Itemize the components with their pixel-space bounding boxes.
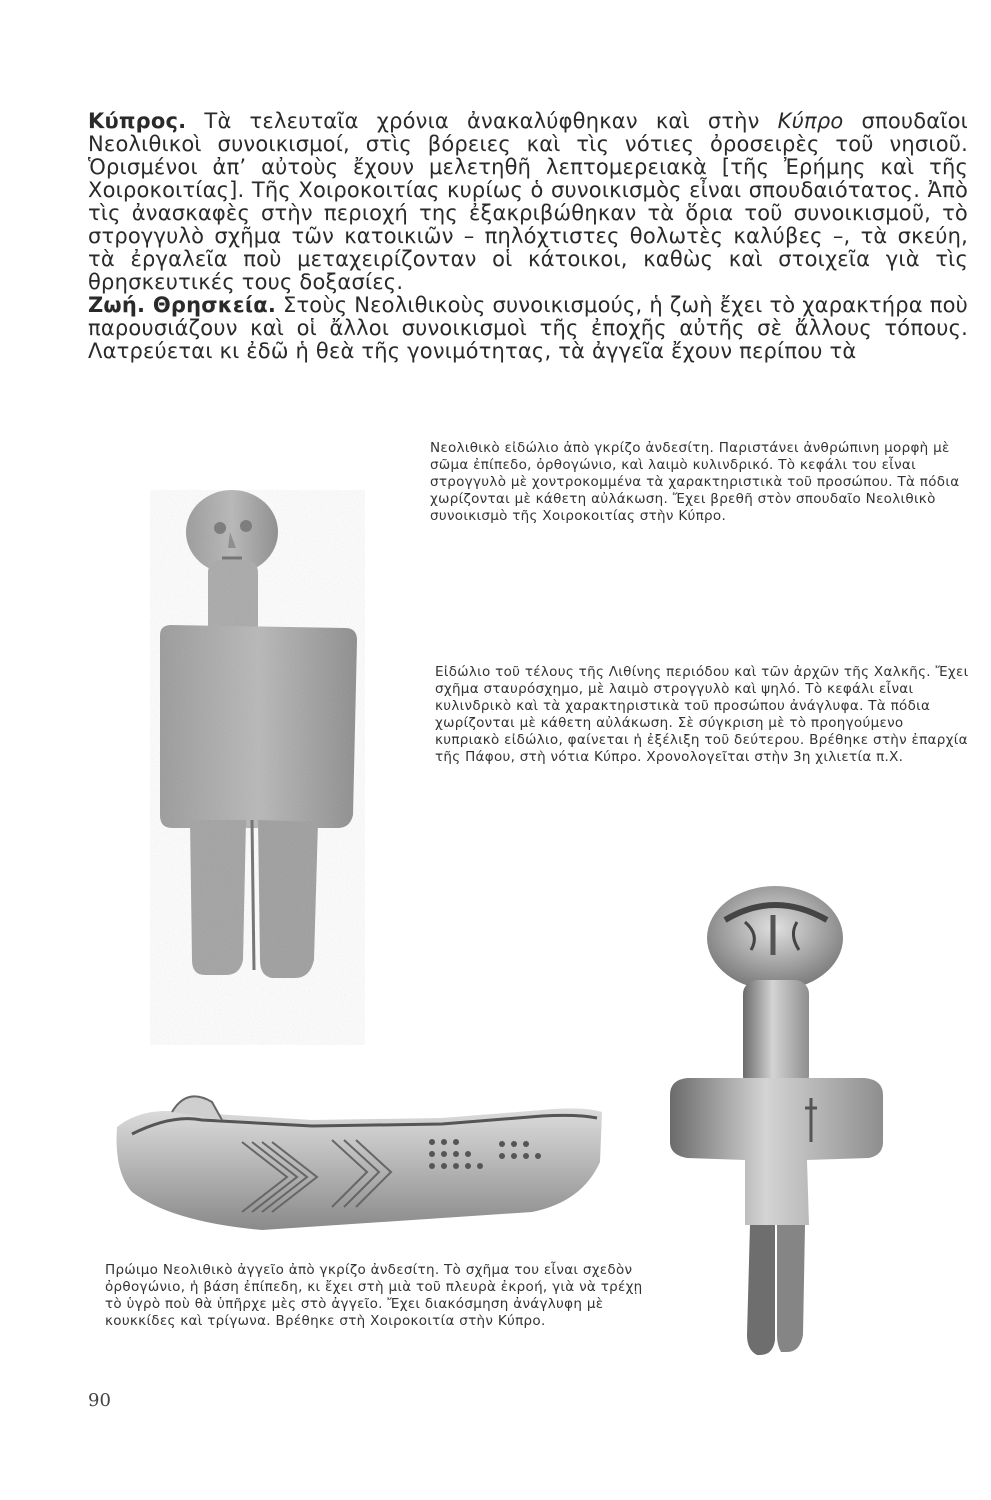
cruciform-figurine-body [670, 886, 883, 1355]
italic-term: Κύπρο [777, 109, 844, 133]
paragraph-text: Στοὺς Νεολιθικοὺς συνοικισμούς, ἡ ζωὴ ἔχει τὸ χαρακτήρα ποὺ παρουσιάζουν καὶ οἱ ἄλλοι συνοικισμοὶ τῆς ἐποχῆς αὐτῆς σὲ ἄλλους τόπους. Λατρεύεται κι ἐδῶ ἡ θεὰ τῆς γονιμότητας, τὰ ἀγγεῖα ἔχουν περίπου τὰ [88, 293, 968, 363]
paragraph-text: Τὰ τελευταῖα χρόνια ἀνακαλύφθηκαν καὶ στὴν [186, 109, 778, 133]
paragraph-cyprus [88, 110, 968, 294]
photo-gray-figurine [150, 490, 365, 1045]
run-in-heading-cyprus: Κύπρος. [88, 109, 187, 133]
page-number: 90 [88, 1390, 111, 1411]
photo-cruciform-figurine [665, 880, 890, 1370]
main-text [88, 110, 968, 363]
vessel-body [117, 1096, 602, 1230]
paragraph-text: σπουδαῖοι Νεολιθικοὶ συνοικισμοί, στὶς βόρειες καὶ τὶς νότιες ὀροσειρὲς τοῦ νησιοῦ. Ὁρισμένοι ἀπ’ αὐτοὺς ἔχουν μελετηθῆ λεπτομερειακὰ [τῆς Ἐρήμης καὶ τῆς Χοιροκοιτίας]. Τῆς Χοιροκοιτίας κυρίως ὁ συνοικισμὸς εἶναι σπουδαιότατος. Ἀπὸ τὶς ἀνασκαφὲς στὴν περιοχή της ἐξακριβώθηκαν τὰ ὅρια τοῦ συνοικισμοῦ, τὸ στρογγυλὸ σχῆμα τῶν κατοικιῶν – πηλόχτιστες θολωτὲς καλύβες –, τὰ σκεύη, τὰ ἐργαλεῖα ποὺ μεταχειρίζονταν οἱ κάτοικοι, καθὼς καὶ στοιχεῖα γιὰ τὶς θρησκευτικές τους δοξασίες. [88, 109, 968, 294]
run-in-heading-life-religion: Ζωή. Θρησκεία. [88, 293, 277, 317]
caption-cruciform-figurine: Εἰδώλιο τοῦ τέλους τῆς Λιθίνης περιόδου καὶ τῶν ἀρχῶν τῆς Χαλκῆς. Ἔχει σχῆμα σταυρόσχημο, μὲ λαιμὸ στρογγυλὸ καὶ ψηλό. Τὸ κεφάλι εἶναι κυλινδρικὸ καὶ τὰ χαρακτηριστικὰ τοῦ προσώπου ἀνάγλυφα. Τὰ πόδια χωρίζονται μὲ κάθετη αὐλάκωση. Σὲ σύγκριση μὲ τὸ προηγούμενο κυπριακὸ εἰδώλιο, φαίνεται ἡ ἐξέλιξη τοῦ δεύτερου. Βρέθηκε στὴν ἐπαρχία τῆς Πάφου, στὴ νότια Κύπρο. Χρονολογεῖται στὴν 3η χιλιετία π.Χ. [435, 664, 969, 765]
figurine-body [150, 490, 365, 1045]
caption-gray-figurine: Νεολιθικὸ εἰδώλιο ἀπὸ γκρίζο ἀνδεσίτη. Παριστάνει ἀνθρώπινη μορφὴ μὲ σῶμα ἐπίπεδο, ὀρθογώνιο, καὶ λαιμὸ κυλινδρικό. Τὸ κεφάλι του εἶναι στρογγυλὸ μὲ χοντροκομμένα τὰ χαρακτηριστικὰ τοῦ προσώπου. Τὰ πόδια χωρίζονται μὲ κάθετη αὐλάκωση. Ἔχει βρεθῆ στὸν σπουδαῖο Νεολιθικὸ συνοικισμὸ τῆς Χοιροκοιτίας στὴν Κύπρο. [430, 440, 960, 524]
caption-stone-vessel: Πρώιμο Νεολιθικὸ ἀγγεῖο ἀπὸ γκρίζο ἀνδεσίτη. Τὸ σχῆμα του εἶναι σχεδὸν ὀρθογώνιο, ἡ βάση ἐπίπεδη, κι ἔχει στὴ μιὰ τοῦ πλευρὰ ἐκροή, γιὰ νὰ τρέχῃ τὸ ὑγρὸ ποὺ θὰ ὑπῆρχε μὲς στὸ ἀγγεῖο. Ἔχει διακόσμηση ἀνάγλυφη μὲ κουκκίδες καὶ τρίγωνα. Βρέθηκε στὴ Χοιροκοιτία στὴν Κύπρο. [105, 1262, 643, 1329]
paragraph-life-religion [88, 294, 968, 363]
photo-stone-vessel [112, 1082, 607, 1232]
